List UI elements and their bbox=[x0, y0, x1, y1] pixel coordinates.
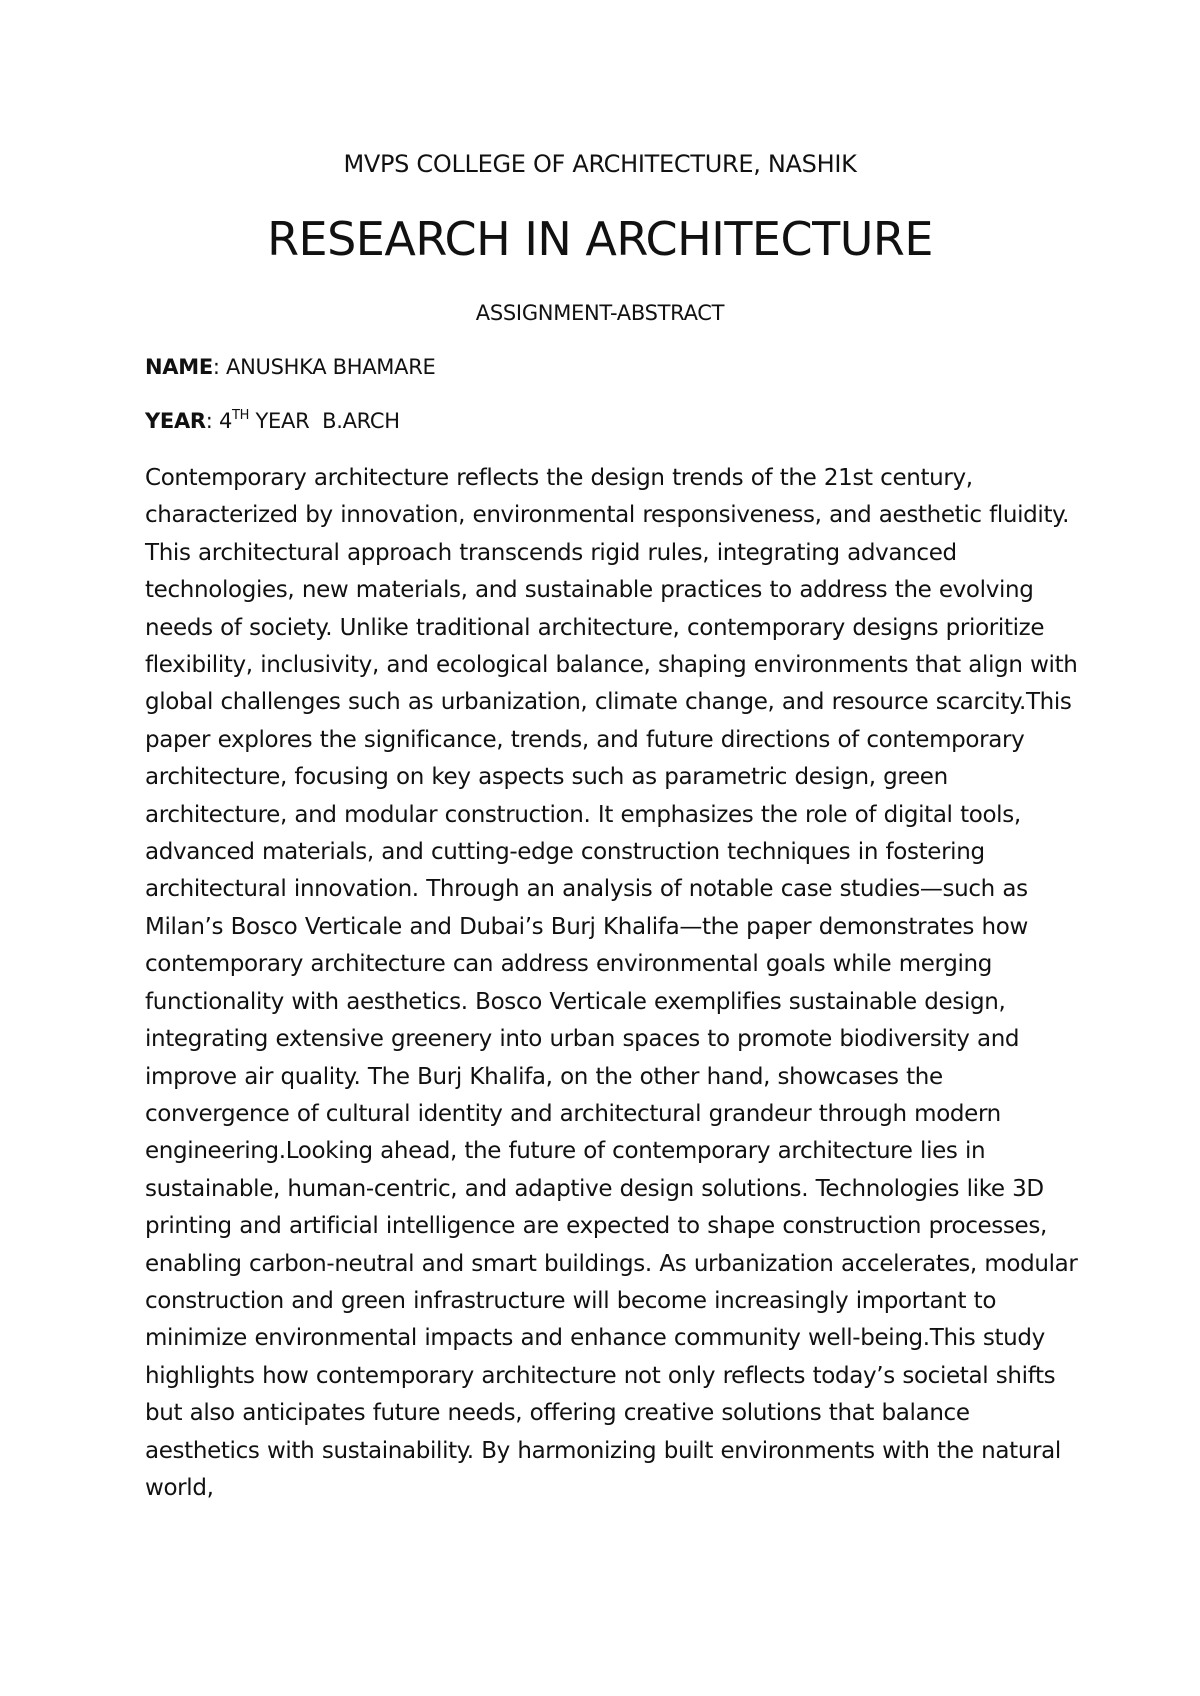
college-name: MVPS COLLEGE OF ARCHITECTURE, NASHIK bbox=[343, 150, 857, 178]
document-subtitle: ASSIGNMENT-ABSTRACT bbox=[475, 301, 725, 325]
name-value: ANUSHKA BHAMARE bbox=[226, 355, 436, 379]
year-suffix: TH bbox=[232, 408, 250, 423]
year-label: YEAR bbox=[145, 409, 206, 433]
student-name-line: NAME: ANUSHKA BHAMARE bbox=[145, 355, 436, 379]
year-number: 4 bbox=[218, 409, 232, 433]
abstract-paragraph: Contemporary architecture reflects the design trends of the 21st century, characterized by innovation, environmental responsiveness, and aesthetic fluidity. This architectural approach transcends rigid rules, integrating advanced technologies, new materials, and sustainable practices to address the evolving needs of society. Unlike traditional architecture, contemporary designs prioritize flexibility, inclusivity, and ecological balance, shaping environments that align with global challenges such as urbanization, climate change, and resource scarcity.This paper explores the significance, trends, and future directions of contemporary architecture, focusing on key aspects such as parametric design, green architecture, and modular construction. It emphasizes the role of digital tools, advanced materials, and cutting-edge construction techniques in fostering architectural innovation. Through an analysis of notable case studies—such as Milan’s Bosco Verticale and Dubai’s Burj Khalifa—the paper demonstrates how contemporary architecture can address environmental goals while merging functionality with aesthetics. Bosco Verticale exemplifies sustainable design, integrating extensive greenery into urban spaces to promote biodiversity and improve air quality. The Burj Khalifa, on the other hand, showcases the convergence of cultural identity and architectural grandeur through modern engineering.Looking ahead, the future of contemporary architecture lies in sustainable, human-centric, and adaptive design solutions. Technologies like 3D printing and artificial intelligence are expected to shape construction processes, enabling carbon-neutral and smart buildings. As urbanization accelerates, modular construction and green infrastructure will become increasingly important to minimize environmental impacts and enhance community well-being.This study highlights how contemporary architecture not only reflects today’s societal shifts but also anticipates future needs, offering creative solutions that balance aesthetics with sustainability. By harmonizing built environments with the natural world, bbox=[145, 465, 1078, 1501]
year-rest: YEAR B.ARCH bbox=[255, 409, 400, 433]
name-label: NAME bbox=[145, 355, 213, 379]
student-year-line: YEAR: 4TH YEAR B.ARCH bbox=[145, 408, 400, 433]
document-title: RESEARCH IN ARCHITECTURE bbox=[267, 212, 933, 266]
